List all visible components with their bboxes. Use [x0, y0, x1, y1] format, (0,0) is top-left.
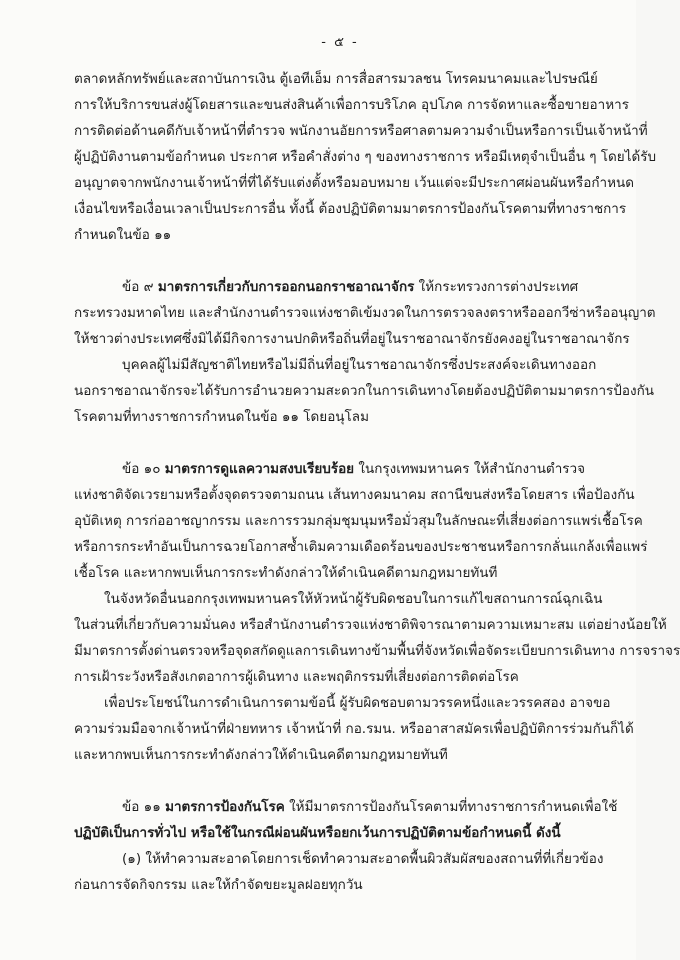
text-line: และหากพบเห็นการกระทำดังกล่าวให้ดำเนินคดีตามกฎหมายทันที — [74, 747, 448, 763]
text-line: หรือการกระทำอันเป็นการฉวยโอกาสซ้ำเติมความเดือดร้อนของประชาชนหรือการกลั่นแกล้งเพื่อแพร่ — [74, 539, 648, 555]
clause-11 — [74, 794, 618, 898]
paragraph-gap — [74, 768, 606, 794]
text-line: (๑) ให้ทำความสะอาดโดยการเช็ดทำความสะอาดพื้นผิวสัมผัสของสถานที่ที่เกี่ยวข้อง — [122, 851, 604, 867]
text-line: กระทรวงมหาดไทย และสำนักงานตำรวจแห่งชาติเข้มงวดในการตรวจลงตราหรือออกวีซ่าหรืออนุญาต — [74, 305, 656, 321]
text-line: เพื่อประโยชน์ในการดำเนินการตามข้อนี้ ผู้รับผิดชอบตามวรรคหนึ่งและวรรคสอง อาจขอ — [104, 695, 611, 711]
text-line: นอกราชอาณาจักรจะได้รับการอำนวยความสะดวกในการเดินทางโดยต้องปฏิบัติตามมาตรการป้องกัน — [74, 383, 654, 399]
clause-number: ข้อ ๙ — [122, 279, 158, 295]
clause-text: ให้มีมาตรการป้องกันโรคตามที่ทางราชการกำหนดเพื่อใช้ — [284, 799, 618, 815]
text-line: บุคคลผู้ไม่มีสัญชาติไทยหรือไม่มีถิ่นที่อยู่ในราชอาณาจักรซึ่งประสงค์จะเดินทางออก — [122, 357, 597, 373]
text-line: แห่งชาติจัดเวรยามหรือตั้งจุดตรวจตามถนน เส้นทางคมนาคม สถานีขนส่งหรือโดยสาร เพื่อป้องกัน — [74, 487, 635, 503]
text-line: ในจังหวัดอื่นนอกกรุงเทพมหานครให้หัวหน้าผู้รับผิดชอบในการแก้ไขสถานการณ์ฉุกเฉิน — [104, 591, 603, 607]
clause-9 — [74, 274, 656, 430]
clause-text: ให้กระทรวงการต่างประเทศ — [414, 279, 579, 295]
text-line: โรคตามที่ทางราชการกำหนดในข้อ ๑๑ โดยอนุโลม — [74, 409, 369, 425]
clause-text: ในกรุงเทพมหานคร ให้สำนักงานตำรวจ — [354, 461, 586, 477]
clause-heading: มาตรการเกี่ยวกับการออกนอกราชอาณาจักร — [157, 279, 415, 295]
text-line: ในส่วนที่เกี่ยวกับความมั่นคง หรือสำนักงานตำรวจแห่งชาติพิจารณาตามความเหมาะสม แต่อย่างน้อยให้ — [74, 617, 667, 633]
text-line: เงื่อนไขหรือเงื่อนเวลาเป็นประการอื่น ทั้งนี้ ต้องปฏิบัติตามมาตรการป้องกันโรคตามที่ทางราชการ — [74, 201, 627, 217]
clause-9-first-line — [74, 274, 606, 300]
paragraph-gap — [74, 248, 606, 274]
text-line: การให้บริการขนส่งผู้โดยสารและขนส่งสินค้าเพื่อการบริโภค อุปโภค การจัดหาและซื้อขายอาหาร — [74, 97, 629, 113]
page-number: - ๕ - — [321, 35, 359, 50]
text-line: ความร่วมมือจากเจ้าหน้าที่ฝ่ายทหาร เจ้าหน้าที่ กอ.รมน. หรืออาสาสมัครเพื่อปฏิบัติการร่วมกันก็ได้ — [74, 721, 634, 737]
clause-heading: มาตรการป้องกันโรค — [165, 799, 285, 815]
text-line: การเฝ้าระวังหรือสังเกตอาการผู้เดินทาง และพฤติกรรมที่เสี่ยงต่อการติดต่อโรค — [74, 669, 519, 685]
text-line: การติดต่อด้านคดีกับเจ้าหน้าที่ตำรวจ พนักงานอัยการหรือศาลตามความจำเป็นหรือการเป็นเจ้าหน้าที่ — [74, 123, 648, 139]
paragraph-continuation — [74, 66, 657, 248]
clause-11-first-line — [74, 794, 618, 820]
clause-heading: มาตรการดูแลความสงบเรียบร้อย — [164, 461, 355, 477]
text-line: ผู้ปฏิบัติงานตามข้อกำหนด ประกาศ หรือคำสั่งต่าง ๆ ของทางราชการ หรือมีเหตุจำเป็นอื่น ๆ โดยได้รับ — [74, 149, 657, 165]
text-line: ก่อนการจัดกิจกรรม และให้กำจัดขยะมูลฝอยทุกวัน — [74, 877, 363, 893]
clause-number: ข้อ ๑๑ — [122, 799, 166, 815]
text-line: ให้ชาวต่างประเทศซึ่งมิได้มีกิจการงานปกติหรือถิ่นที่อยู่ในราชอาณาจักรยังคงอยู่ในราชอาณาจักร — [74, 331, 630, 347]
clause-number: ข้อ ๑๐ — [122, 461, 165, 477]
clause-10-first-line — [74, 456, 606, 482]
text-line: อนุญาตจากพนักงานเจ้าหน้าที่ที่ได้รับแต่งตั้งหรือมอบหมาย เว้นแต่จะมีประกาศผ่อนผันหรือกำหนด — [74, 175, 635, 191]
text-line: ตลาดหลักทรัพย์และสถาบันการเงิน ตู้เอทีเอ็ม การสื่อสารมวลชน โทรคมนาคมและไปรษณีย์ — [74, 71, 598, 87]
text-line: ปฏิบัติเป็นการทั่วไป หรือใช้ในกรณีผ่อนผันหรือยกเว้นการปฏิบัติตามข้อกำหนดนี้ ดังนี้ — [74, 825, 561, 841]
text-line: มีมาตรการตั้งด่านตรวจหรือจุดสกัดดูแลการเดินทางข้ามพื้นที่จังหวัดเพื่อจัดระเบียบการเดินทาง การจราจร — [74, 643, 680, 659]
text-line: อุบัติเหตุ การก่ออาชญากรรม และการรวมกลุ่มชุมนุมหรือมั่วสุมในลักษณะที่เสี่ยงต่อการแพร่เชื้อโรค — [74, 513, 643, 529]
paragraph-gap — [74, 430, 606, 456]
text-line: กำหนดในข้อ ๑๑ — [74, 227, 172, 243]
text-line: เชื้อโรค และหากพบเห็นการกระทำดังกล่าวให้ดำเนินคดีตามกฎหมายทันที — [74, 565, 498, 581]
clause-10 — [74, 456, 680, 768]
